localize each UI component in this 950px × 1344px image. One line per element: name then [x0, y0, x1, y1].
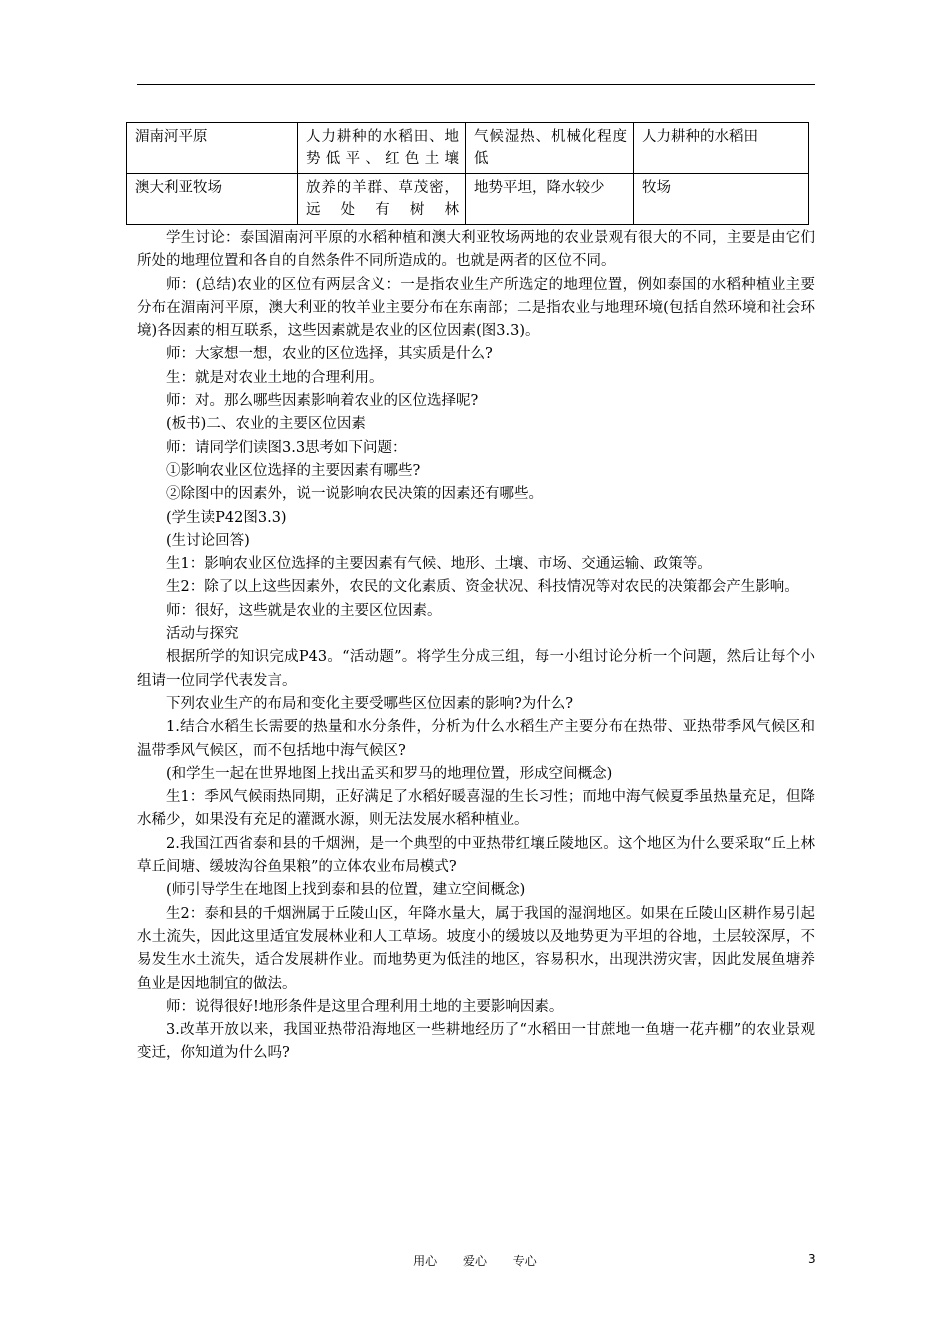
header-rule — [137, 84, 815, 85]
table-cell: 牧场 — [634, 174, 809, 225]
paragraph: (学生读P42图3.3) — [166, 509, 287, 526]
paragraph: 2.我国江西省泰和县的千烟洲，是一个典型的中亚热带红壤丘陵地区。这个地区为什么要采取“丘上林草丘间塘、缓坡沟谷鱼果粮”的立体农业布局模式? — [137, 835, 815, 876]
page-number: 3 — [808, 1252, 816, 1266]
paragraph: 生：就是对农业土地的合理利用。 — [166, 369, 384, 386]
paragraph: 师：(总结)农业的区位有两层含义：一是指农业生产所选定的地理位置，例如泰国的水稻种植业主要分布在湄南河平原，澳大利亚的牧羊业主要分布在东南部；二是指农业与地理环境(包括自然环境和社会环境)各因素的相互联系，这些因素就是农业的区位因素(图3.3)。 — [137, 276, 815, 340]
paragraph: ②除图中的因素外，说一说影响农民决策的因素还有哪些。 — [166, 486, 543, 503]
table-cell: 湄南河平原 — [127, 123, 298, 174]
paragraph: 1.结合水稻生长需要的热量和水分条件，分析为什么水稻生产主要分布在热带、亚热带季风气候区和温带季风气候区，而不包括地中海气候区? — [137, 719, 815, 759]
table-cell: 澳大利亚牧场 — [127, 174, 298, 225]
paragraph: 师：请同学们读图3.3思考如下问题： — [166, 439, 407, 456]
paragraph: 生2：除了以上这些因素外，农民的文化素质、资金状况、科技情况等对农民的决策都会产生影响。 — [166, 579, 799, 596]
paragraph: 下列农业生产的布局和变化主要受哪些区位因素的影响?为什么? — [166, 695, 574, 712]
paragraph: 生2：泰和县的千烟洲属于丘陵山区，年降水量大，属于我国的湿润地区。如果在丘陵山区耕作易引起水土流失，因此这里适宜发展林业和人工草场。坡度小的缓坡以及地势更为平坦的谷地，土层较深厚，不易发生水土流失，适合发展耕作业。而地势更为低洼的地区，容易积水，出现洪涝灾害，因此发展鱼塘养鱼业是因地制宜的做法。 — [137, 905, 815, 992]
paragraph: (和学生一起在世界地图上找出孟买和罗马的地理位置，形成空间概念) — [166, 765, 613, 782]
paragraph: 师：大家想一想，农业的区位选择，其实质是什么? — [166, 346, 493, 363]
paragraph: 师：很好，这些就是农业的主要区位因素。 — [166, 602, 442, 619]
paragraph: 生1：季风气候雨热同期，正好满足了水稻好暖喜湿的生长习性；而地中海气候夏季虽热量充足，但降水稀少，如果没有充足的灌溉水源，则无法发展水稻种植业。 — [137, 789, 815, 829]
paragraph: 生1：影响农业区位选择的主要因素有气候、地形、土壤、市场、交通运输、政策等。 — [166, 556, 712, 573]
paragraph: 师：对。那么哪些因素影响着农业的区位选择呢? — [166, 393, 479, 410]
table-cell: 人力耕种的水稻田 — [634, 123, 809, 174]
table-row — [127, 174, 809, 225]
paragraph: 学生讨论：泰国湄南河平原的水稻种植和澳大利亚牧场两地的农业景观有很大的不同，主要是由它们所处的地理位置和各自的自然条件不同所造成的。也就是两者的区位不同。 — [137, 230, 815, 270]
table-cell: 气候湿热、机械化程度低 — [466, 123, 634, 174]
paragraph: 3.改革开放以来，我国亚热带沿海地区一些耕地经历了“水稻田一甘蔗地一鱼塘一花卉棚”的农业景观变迁，你知道为什么吗? — [137, 1022, 815, 1062]
paragraph: ①影响农业区位选择的主要因素有哪些? — [166, 462, 421, 479]
footer-motto: 用心 爱心 专心 — [413, 1254, 537, 1268]
table-row — [127, 123, 809, 174]
paragraph: 根据所学的知识完成P43。“活动题”。将学生分成三组，每一小组讨论分析一个问题，然后让每个小组请一位同学代表发言。 — [137, 649, 815, 689]
body-text — [137, 227, 815, 1066]
paragraph: (板书)二、农业的主要区位因素 — [166, 416, 366, 433]
table-cell: 放养的羊群、草茂密，远处有树林 — [298, 174, 466, 225]
page-footer — [0, 1252, 950, 1272]
paragraph: (生讨论回答) — [166, 532, 250, 549]
paragraph: 师：说得很好!地形条件是这里合理利用土地的主要影响因素。 — [166, 998, 564, 1015]
paragraph: (师引导学生在地图上找到泰和县的位置，建立空间概念) — [166, 882, 526, 899]
paragraph: 活动与探究 — [166, 626, 239, 643]
table-cell: 地势平坦，降水较少 — [466, 174, 634, 225]
table-cell: 人力耕种的水稻田、地势低平、红色土壤 — [298, 123, 466, 174]
comparison-table — [126, 122, 809, 225]
